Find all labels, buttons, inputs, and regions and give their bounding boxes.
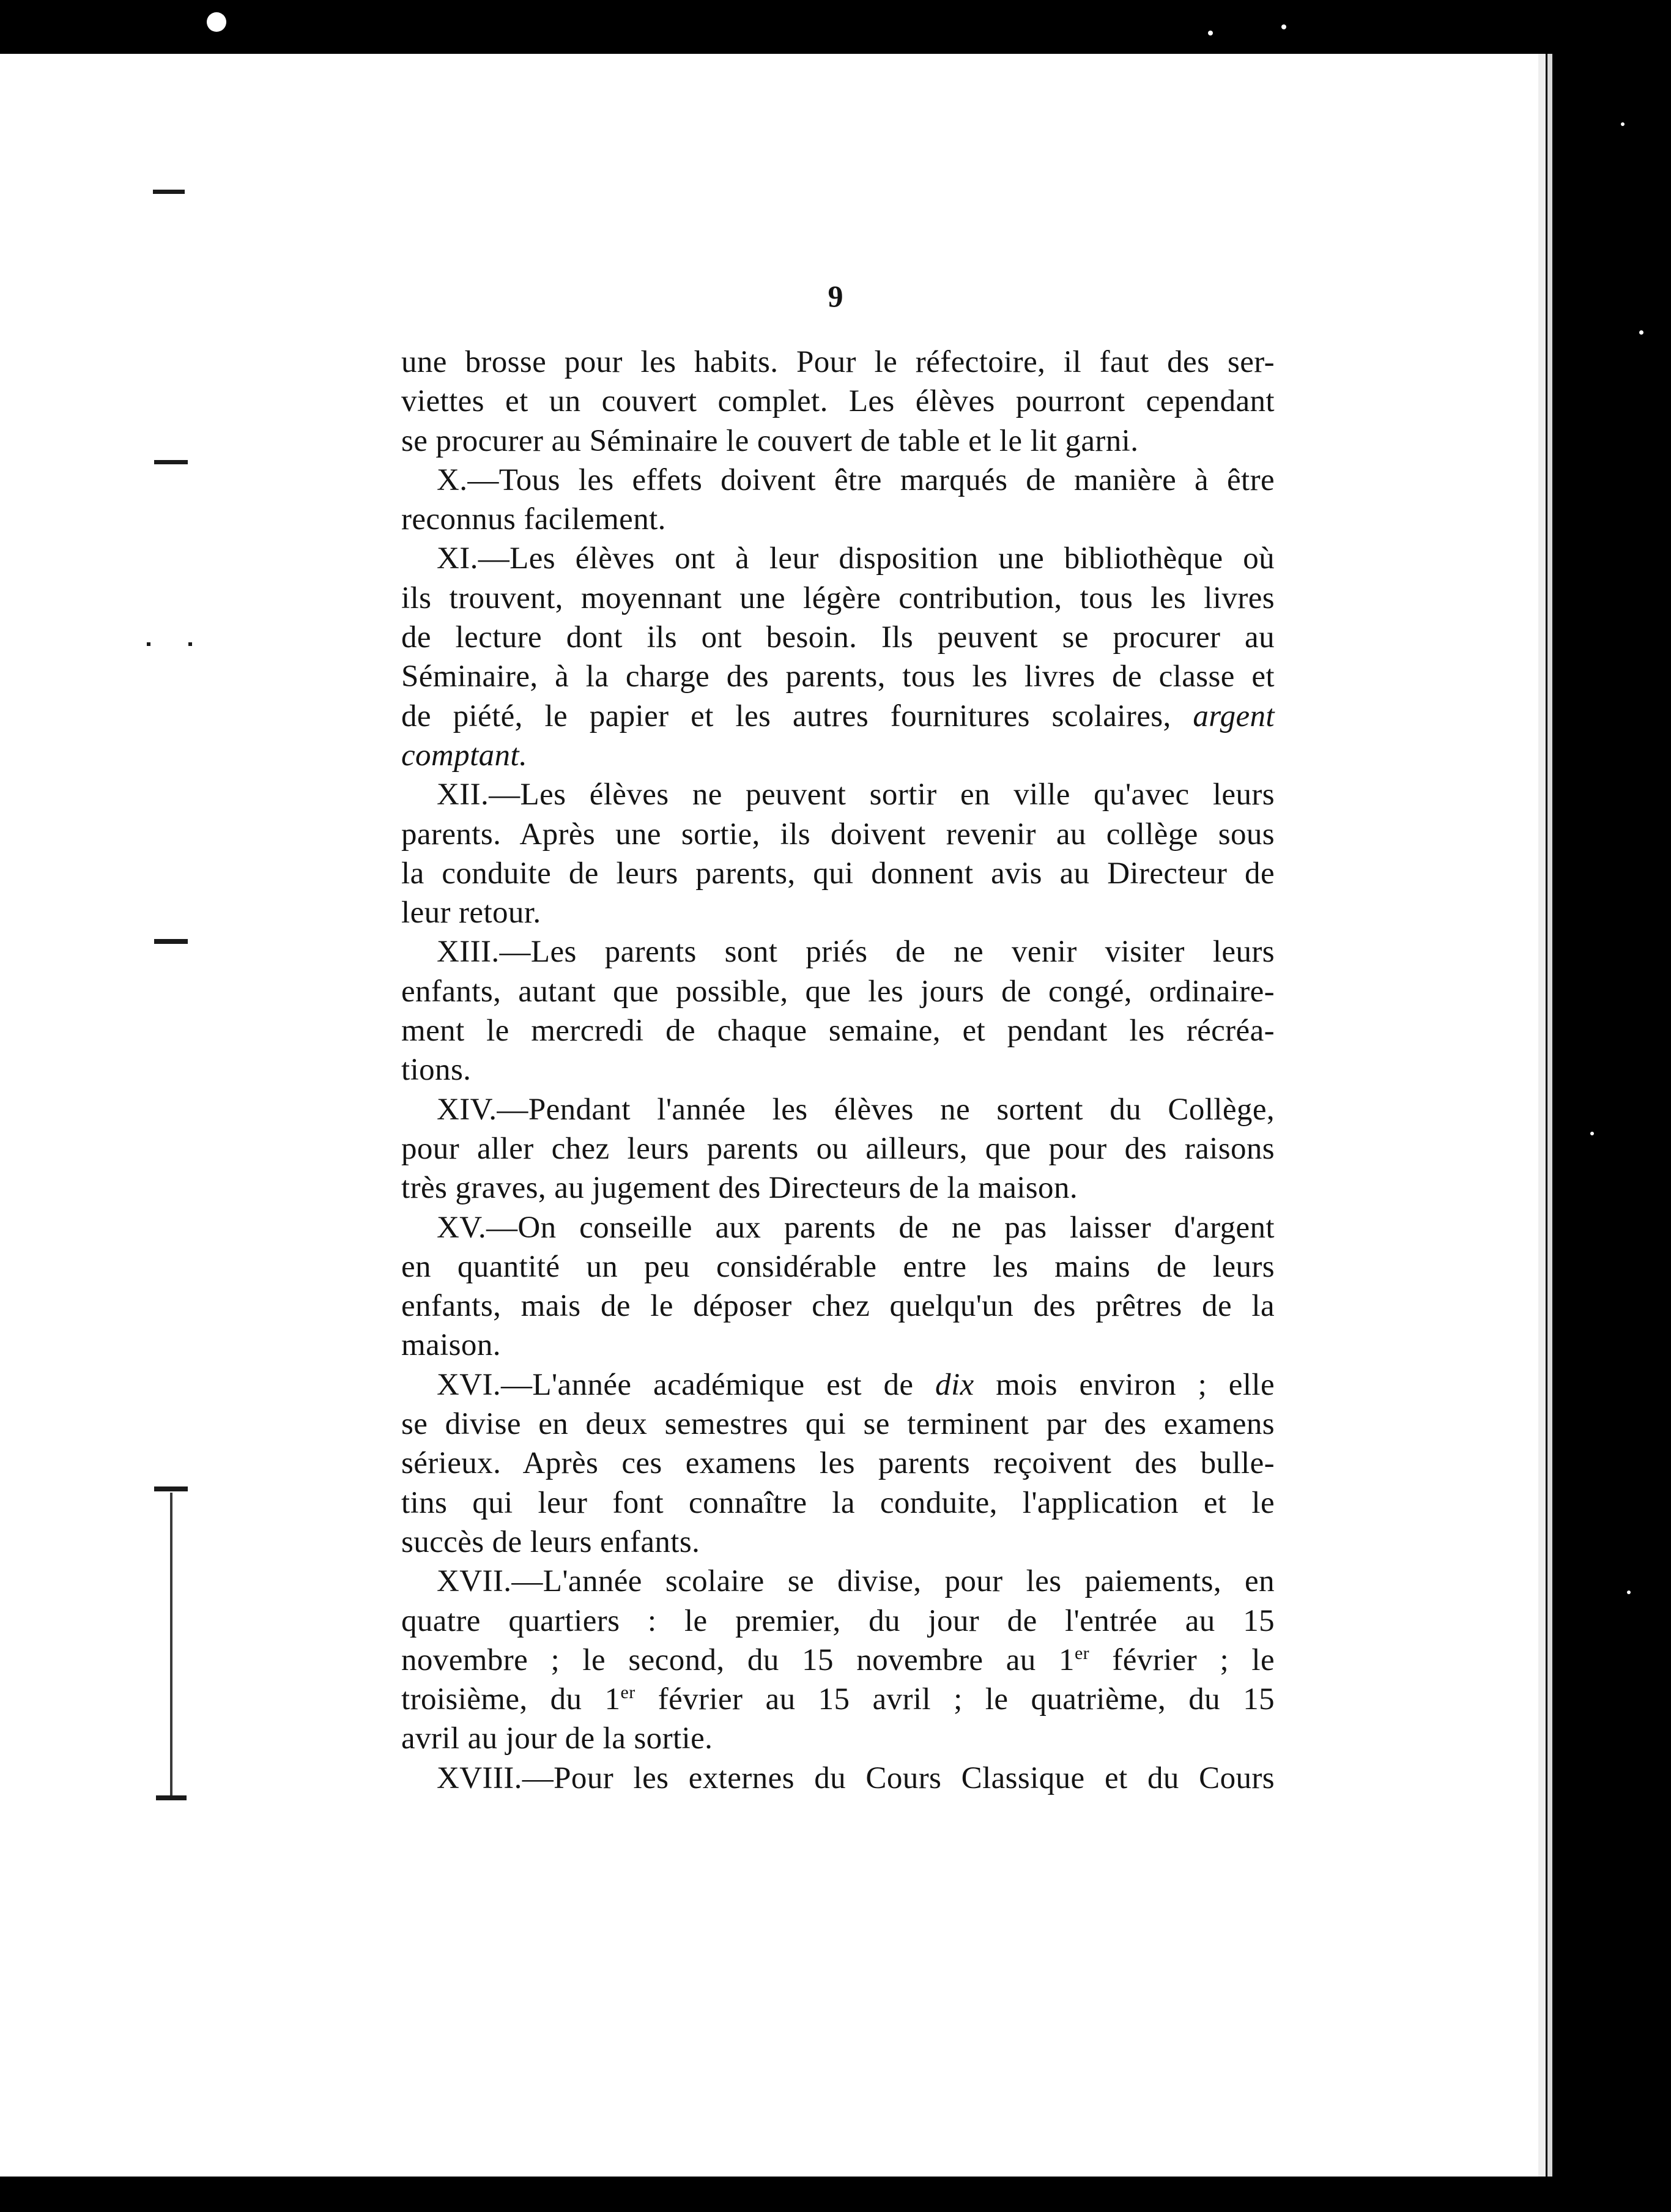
scan-speck (1590, 1132, 1594, 1135)
text-line: parents. Après une sortie, ils doivent revenir au collège sous (401, 817, 1275, 852)
italic-span: dix (935, 1367, 974, 1402)
text-line: en quantité un peu considérable entre les mains de leurs (401, 1249, 1275, 1284)
text-line (401, 1641, 1275, 1680)
superscript: er (1074, 1642, 1090, 1663)
text-line: se procurer au Séminaire le couvert de table et le lit garni. (401, 423, 1139, 458)
article-xvii-first-line: XVII.—L'année scolaire se divise, pour les paiements, en (437, 1564, 1275, 1599)
binding-stitch (154, 939, 188, 944)
scan-speck (1281, 24, 1286, 29)
scan-speck (1208, 31, 1213, 35)
text-line: de lecture dont ils ont besoin. Ils peuvent se procurer au (401, 620, 1275, 655)
article-xv-first-line: XV.—On conseille aux parents de ne pas laisser d'argent (437, 1210, 1275, 1245)
binding-stitch (154, 460, 188, 464)
text-line: Séminaire, à la charge des parents, tous les livres de classe et (401, 659, 1275, 694)
text-line: succès de leurs enfants. (401, 1524, 700, 1559)
binding-hole (188, 642, 192, 646)
text-span: de piété, le papier et les autres fournitures scolaires, (401, 699, 1171, 733)
italic-span: comptant. (401, 738, 528, 773)
text-line: très graves, au jugement des Directeurs de la maison. (401, 1171, 1078, 1206)
text-span: février au 15 avril ; le quatrième, du 15 (658, 1682, 1275, 1717)
binding-stitch (153, 190, 185, 194)
article-xi-first-line: XI.—Les élèves ont à leur disposition une bibliothèque où (437, 541, 1275, 576)
binding-stitch (156, 1795, 187, 1800)
binding-thread (170, 1493, 172, 1798)
article-x-first-line: X.—Tous les effets doivent être marqués de manière à être (437, 462, 1275, 497)
page-number: 9 (828, 279, 843, 313)
scan-speck (1621, 122, 1625, 126)
text-line: tions. (401, 1053, 472, 1088)
text-line: leur retour. (401, 896, 541, 930)
page-edge-shadow (1547, 54, 1552, 2177)
text-line (401, 1680, 1275, 1719)
body-text (401, 343, 1275, 1798)
text-line (401, 697, 1275, 736)
text-line: reconnus facilement. (401, 502, 666, 537)
text-line: une brosse pour les habits. Pour le réfectoire, il faut des ser- (401, 345, 1275, 379)
text-line: quatre quartiers : le premier, du jour de l'entrée au 15 (401, 1603, 1275, 1638)
text-line: la conduite de leurs parents, qui donnent avis au Directeur de (401, 856, 1275, 891)
superscript: er (620, 1682, 635, 1703)
text-line: avril au jour de la sortie. (401, 1721, 713, 1756)
article-xviii-first-line: XVIII.—Pour les externes du Cours Classique et du Cours (437, 1761, 1275, 1795)
article-xii-first-line: XII.—Les élèves ne peuvent sortir en ville qu'avec leurs (437, 778, 1275, 812)
text-line (401, 736, 1275, 775)
binding-hole (147, 642, 150, 646)
article-xvi-first-line (401, 1365, 1275, 1405)
scan-speck (1639, 330, 1643, 335)
text-line: viettes et un couvert complet. Les élèves pourront cependant (401, 384, 1275, 419)
text-line: enfants, mais de le déposer chez quelqu'un des prêtres de la (401, 1289, 1275, 1324)
text-line: enfants, autant que possible, que les jours de congé, ordinaire- (401, 974, 1275, 1009)
text-line: tins qui leur font connaître la conduite, l'application et le (401, 1485, 1275, 1520)
text-span: février ; le (1112, 1642, 1275, 1677)
article-xiii-first-line: XIII.—Les parents sont priés de ne venir visiter leurs (437, 935, 1275, 970)
page-edge-shadow (1538, 54, 1546, 2177)
text-span: novembre ; le second, du 15 novembre au 1 (401, 1642, 1075, 1677)
binding-stitch (154, 1486, 188, 1491)
text-span: XVI.—L'année académique est de (437, 1367, 914, 1402)
text-line: sérieux. Après ces examens les parents reçoivent des bulle- (401, 1446, 1275, 1481)
text-line: se divise en deux semestres qui se terminent par des examens (401, 1407, 1275, 1442)
text-line: maison. (401, 1328, 501, 1363)
article-xiv-first-line: XIV.—Pendant l'année les élèves ne sortent du Collège, (437, 1092, 1275, 1127)
scan-speck (207, 12, 226, 32)
scan-speck (1627, 1590, 1631, 1594)
text-span: troisième, du 1 (401, 1682, 621, 1717)
text-line: pour aller chez leurs parents ou ailleurs, que pour des raisons (401, 1131, 1275, 1166)
italic-span: argent (1193, 699, 1275, 733)
text-span: mois environ ; elle (996, 1367, 1275, 1402)
text-line: ment le mercredi de chaque semaine, et pendant les récréa- (401, 1014, 1275, 1048)
text-line: ils trouvent, moyennant une légère contribution, tous les livres (401, 581, 1275, 615)
